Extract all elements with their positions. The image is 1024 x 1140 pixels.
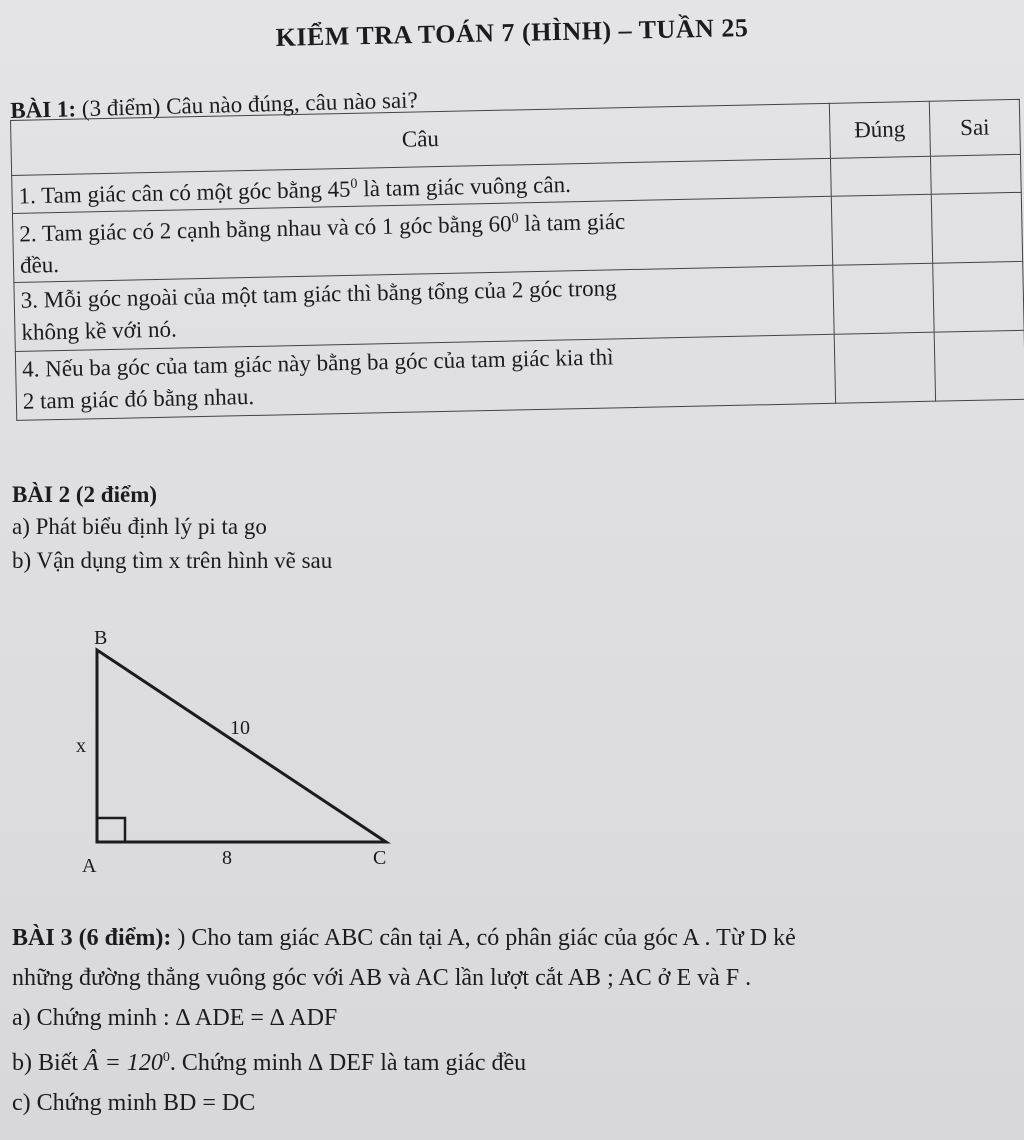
question-2-cont: đều. [19, 252, 60, 279]
question-2-text-end: là tam giác [518, 208, 626, 236]
answer-false-cell[interactable] [933, 262, 1024, 333]
question-4-text: 4. Nếu ba góc của tam giác này bằng ba góc của tam giác kia thì [21, 344, 614, 383]
triangle-shape [97, 650, 386, 842]
answer-false-cell[interactable] [934, 331, 1024, 402]
question-1-text-end: là tam giác vuông cân. [357, 171, 572, 202]
bai3-part-b-math: Â = 120 [84, 1050, 163, 1076]
bai3-section [12, 918, 1022, 1123]
exam-title: KIỂM TRA TOÁN 7 (HÌNH) – TUẦN 25 [275, 13, 749, 52]
bai3-part-c: c) Chứng minh BD = DC [12, 1090, 256, 1116]
bai2-part-a: a) Phát biểu định lý pi ta go [12, 514, 267, 539]
bai3-intro-1: ) Cho tam giác ABC cân tại A, có phân giác của góc A . Từ D kẻ [171, 925, 796, 951]
header-false: Sai [929, 99, 1020, 156]
true-false-table [10, 99, 1024, 421]
side-bc-label: 10 [230, 717, 250, 739]
header-true: Đúng [829, 101, 930, 158]
bai3-part-a: a) Chứng minh : ∆ ADE = ∆ ADF [12, 1005, 338, 1031]
bai1-prompt: (3 điểm) Câu nào đúng, câu nào sai? [81, 87, 419, 122]
bai3-heading: BÀI 3 (6 điểm): [12, 925, 172, 951]
answer-true-cell[interactable] [834, 333, 936, 404]
bai2-part-b: b) Vận dụng tìm x trên hình vẽ sau [12, 548, 333, 573]
bai3-part-b [12, 1038, 1022, 1083]
bai3-intro-2: những đường thẳng vuông góc với AB và AC lần lượt cắt AB ; AC ở E và F . [12, 965, 752, 991]
vertex-b-label: B [94, 627, 108, 649]
vertex-a-label: A [82, 855, 97, 877]
question-3-text: 3. Mỗi góc ngoài của một tam giác thì bằng tổng của 2 góc trong [20, 275, 617, 314]
answer-false-cell[interactable] [930, 154, 1021, 194]
answer-true-cell[interactable] [832, 264, 934, 335]
bai3-intro-line-1 [12, 918, 1022, 958]
question-2-sup: 0 [511, 211, 519, 227]
vertex-c-label: C [373, 847, 387, 869]
bai1-label: BÀI 1: [10, 96, 77, 123]
question-3-cont: không kề với nó. [21, 316, 177, 346]
question-1-text: 1. Tam giác cân có một góc bằng 45 [18, 176, 351, 209]
right-triangle-figure [70, 620, 430, 890]
side-ab-label: x [76, 735, 86, 757]
answer-true-cell[interactable] [830, 156, 931, 196]
question-4-cont: 2 tam giác đó bằng nhau. [22, 384, 255, 415]
question-2-text: 2. Tam giác có 2 cạnh bằng nhau và có 1 góc bằng 60 [19, 210, 512, 247]
bai3-part-b-post: . Chứng minh ∆ DEF là tam giác đều [169, 1050, 527, 1076]
side-ac-label: 8 [222, 847, 232, 869]
answer-true-cell[interactable] [831, 194, 933, 266]
right-angle-mark [97, 818, 125, 842]
header-question: Câu [11, 103, 831, 175]
question-1-sup: 0 [350, 176, 358, 192]
bai3-part-b-sup: 0 [162, 1050, 170, 1065]
bai2-heading: BÀI 2 (2 điểm) [12, 482, 158, 507]
bai3-part-b-pre: b) Biết [12, 1050, 84, 1076]
answer-false-cell[interactable] [931, 192, 1023, 264]
